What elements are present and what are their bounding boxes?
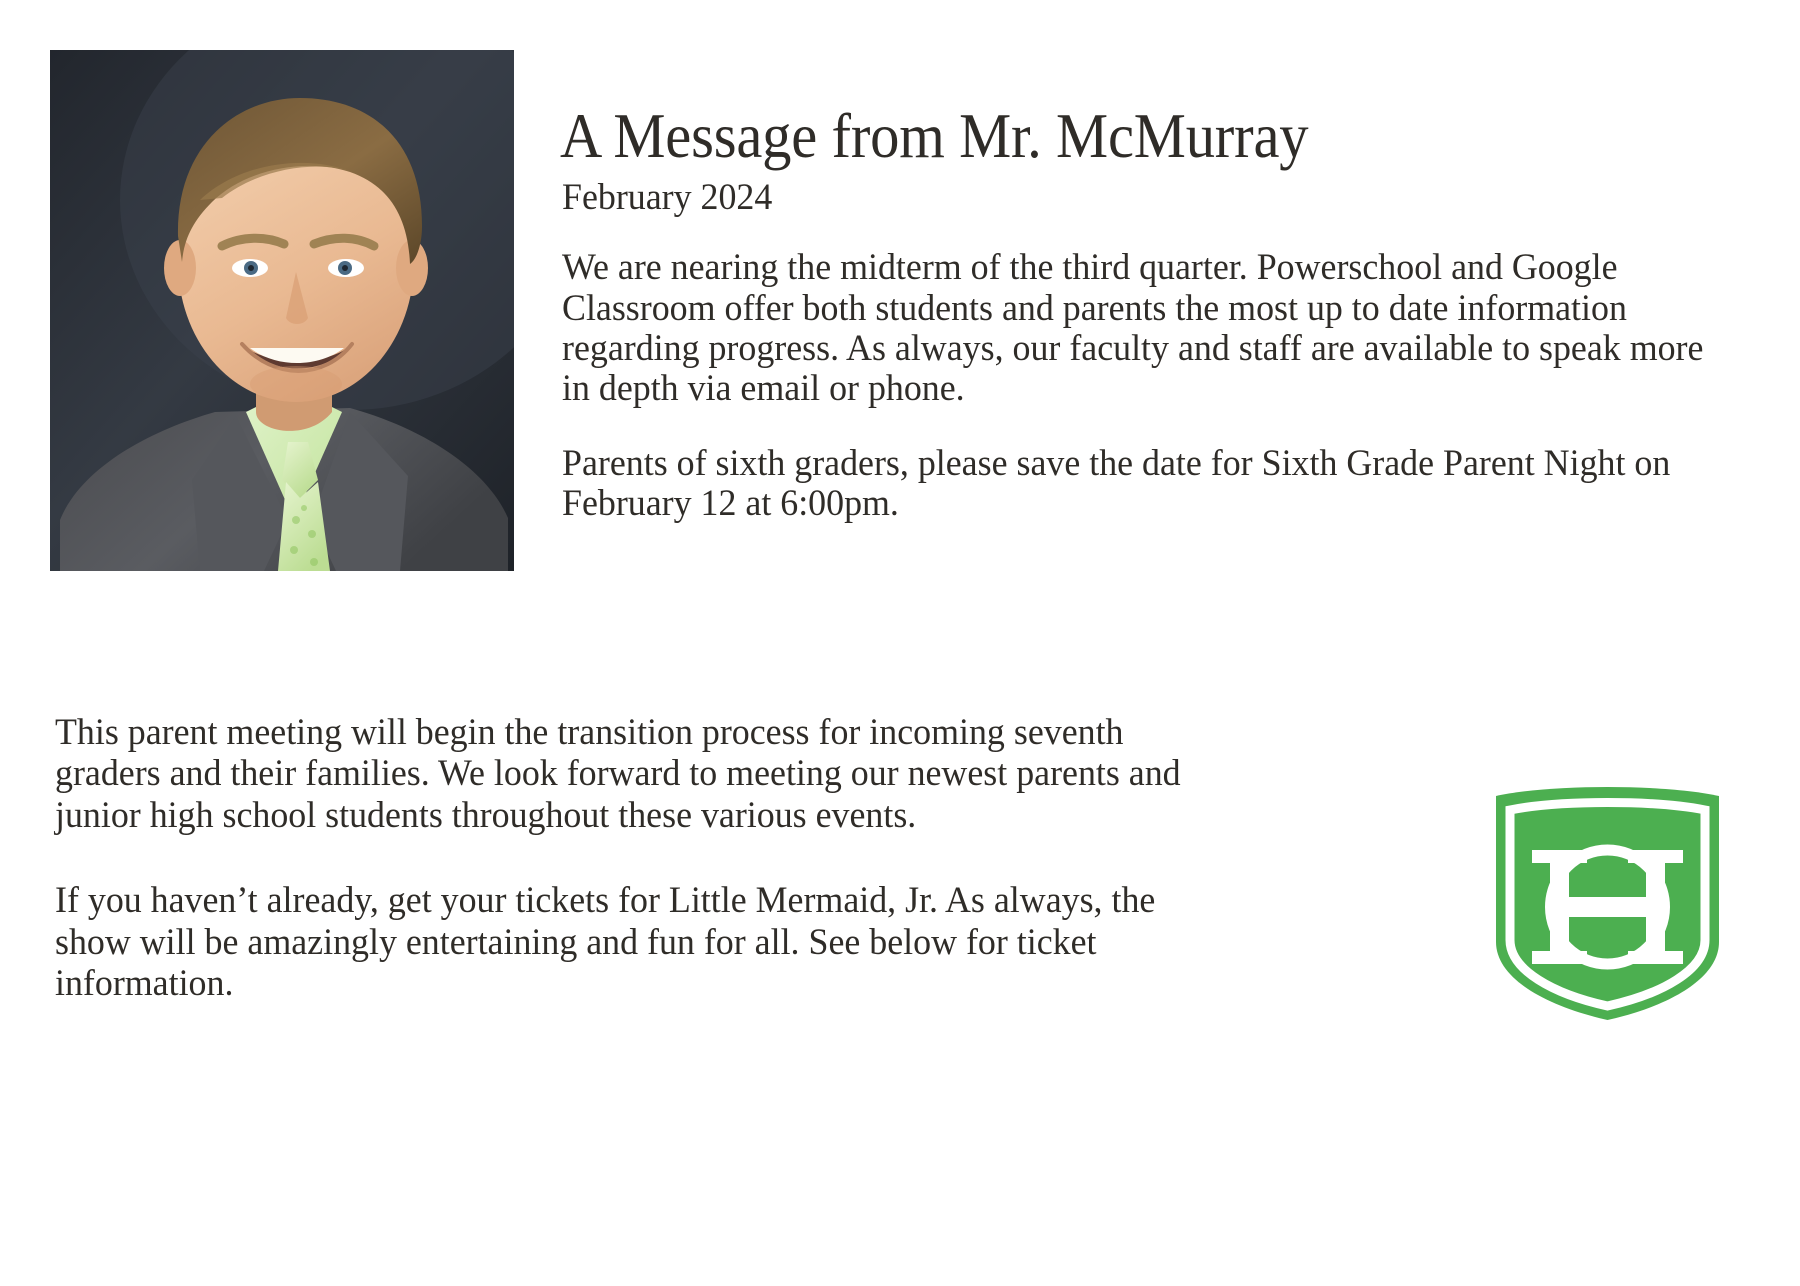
paragraph-transition: This parent meeting will begin the transition process for incoming seventh graders and their families. We look forward to meeting our newest parents and junior high school students throughout these various events. [55,712,1181,836]
intro-column [562,178,1762,524]
paragraph-progress: We are nearing the midterm of the third quarter. Powerschool and Google Classroom offer both students and parents the most up to date information regarding progress. As always, our faculty and staff are available to speak more in depth via email or phone. [562,247,1704,410]
school-shield-logo-icon [1490,782,1725,1022]
page-title: A Message from Mr. McMurray [560,101,1309,172]
paragraph-tickets: If you haven’t already, get your tickets for Little Mermaid, Jr. As always, the show will be amazingly entertaining and fun for all. See below for ticket information. [55,880,1156,1005]
body-column [55,712,1270,1005]
date-line: February 2024 [562,177,773,218]
paragraph-parent-night: Parents of sixth graders, please save the date for Sixth Grade Parent Night on February 12 at 6:00pm. [562,442,1671,524]
portrait-photo [50,50,514,571]
